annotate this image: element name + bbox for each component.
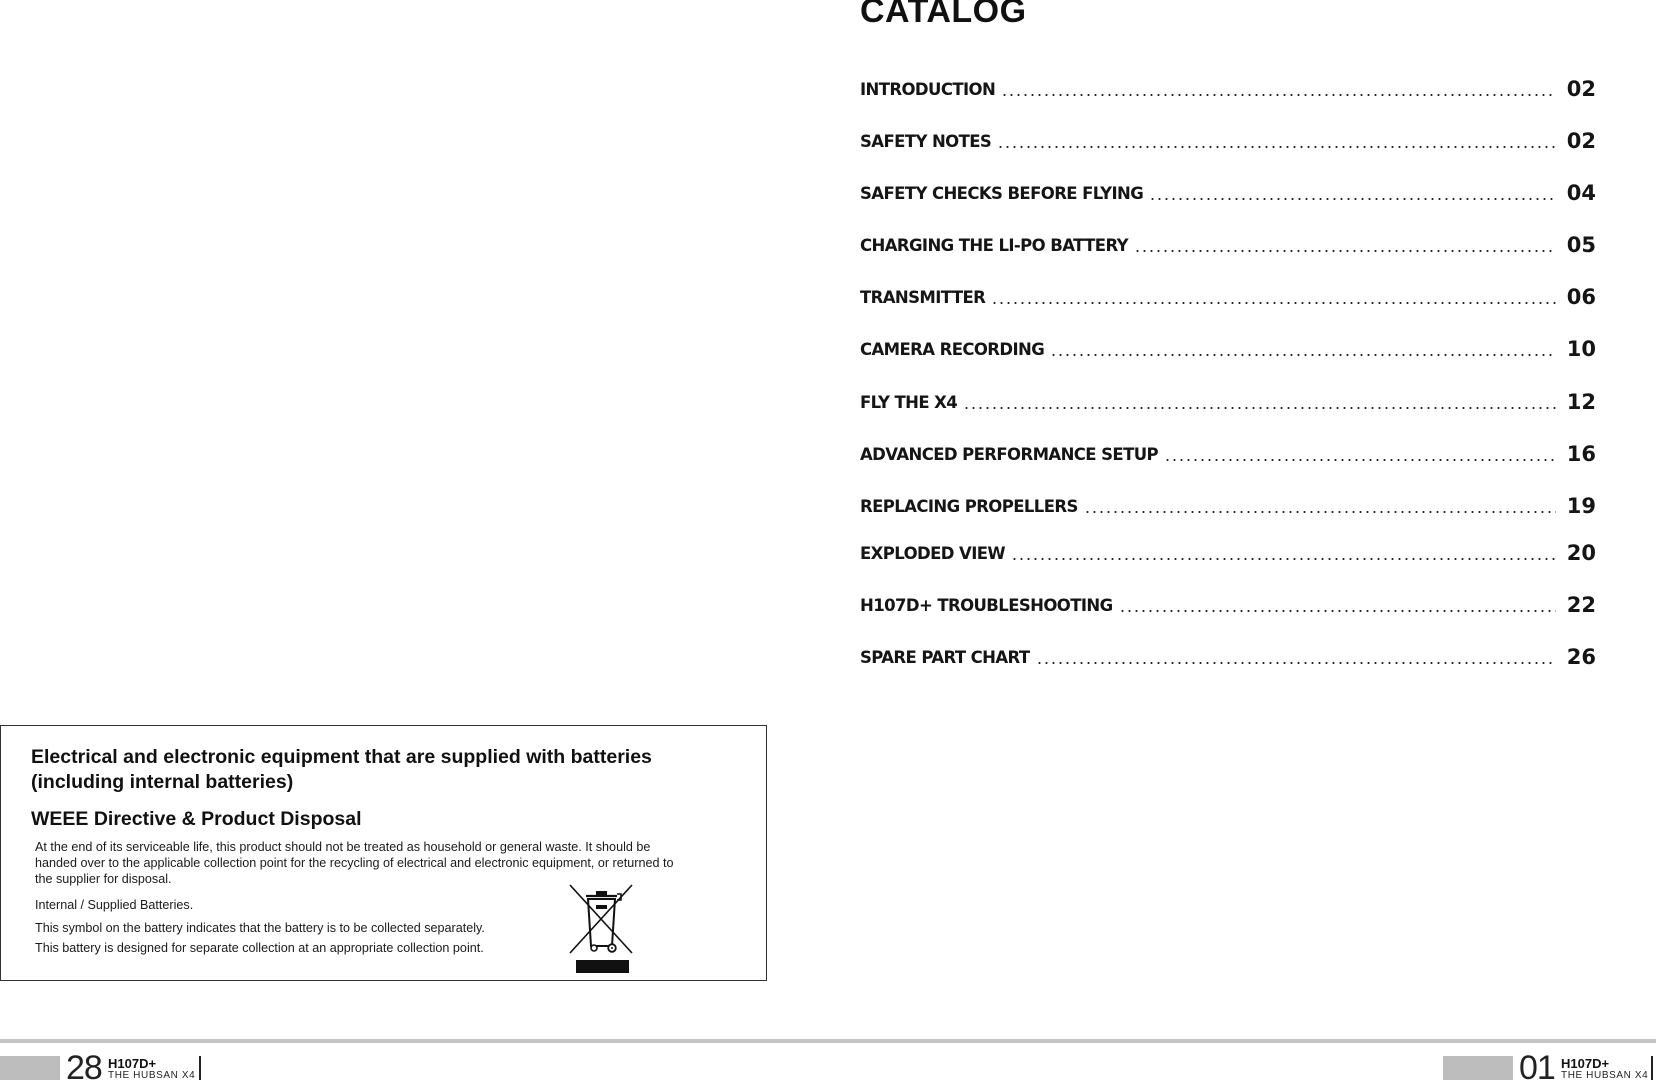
- toc-entry-page: 16: [1566, 442, 1596, 466]
- toc-entry-label: CAMERA RECORDING: [860, 340, 1045, 359]
- footer-bar: [0, 1056, 60, 1080]
- weee-paragraph-batteries: Internal / Supplied Batteries.: [35, 898, 194, 912]
- toc-entry-label: INTRODUCTION: [860, 80, 996, 99]
- crossed-out-wheelie-bin-icon: [567, 878, 637, 974]
- toc-entry-transmitter[interactable]: [860, 278, 1596, 308]
- toc-dot-leader: [1084, 510, 1556, 514]
- footer-subtitle: THE HUBSAN X4: [1561, 1070, 1649, 1081]
- footer-bar: [1443, 1056, 1513, 1080]
- weee-paragraph-disposal: At the end of its serviceable life, this product should not be treated as household or general waste. It should be handed over to the applicable collection point for the recycling of electrical and electronic equipment, or returned to the supplier for disposal.: [35, 840, 674, 886]
- toc-entry-page: 19: [1566, 494, 1596, 518]
- weee-subheading: WEEE Directive & Product Disposal: [31, 808, 362, 830]
- footer-model: H107D+: [108, 1056, 157, 1071]
- toc-entry-label: REPLACING PROPELLERS: [860, 497, 1078, 516]
- toc-entry-troubleshooting[interactable]: [860, 586, 1596, 616]
- footer-subtitle: THE HUBSAN X4: [108, 1070, 196, 1081]
- toc-entry-label: CHARGING THE LI-PO BATTERY: [860, 236, 1128, 255]
- toc-entry-page: 26: [1566, 645, 1596, 669]
- toc-entry-label: H107D+ TROUBLESHOOTING: [860, 596, 1113, 615]
- toc-entry-page: 10: [1566, 337, 1596, 361]
- toc-entry-label: ADVANCED PERFORMANCE SETUP: [860, 445, 1159, 464]
- page-number: 28: [66, 1049, 102, 1087]
- toc-entry-label: TRANSMITTER: [860, 288, 986, 307]
- toc-dot-leader: [1036, 661, 1556, 665]
- toc-dot-leader: [1164, 458, 1556, 462]
- toc-entry-page: 06: [1566, 285, 1596, 309]
- footer-model: H107D+: [1561, 1056, 1610, 1071]
- toc-entry-page: 02: [1566, 129, 1596, 153]
- toc-dot-leader: [1119, 609, 1556, 613]
- weee-notice-box: [0, 725, 767, 981]
- toc-entry-advanced-setup[interactable]: [860, 435, 1596, 465]
- weee-heading: Electrical and electronic equipment that are supplied with batteries (including internal batteries): [31, 746, 652, 793]
- toc-entry-safety-notes[interactable]: [860, 122, 1596, 152]
- toc-dot-leader: [1149, 197, 1556, 201]
- footer-divider: [199, 1056, 201, 1080]
- toc-entry-label: FLY THE X4: [860, 393, 958, 412]
- toc-dot-leader: [997, 145, 1556, 149]
- toc-dot-leader: [1050, 353, 1556, 357]
- toc-entry-safety-checks[interactable]: [860, 174, 1596, 204]
- table-of-contents: [860, 0, 1596, 680]
- toc-entry-exploded-view[interactable]: [860, 534, 1596, 564]
- footer-right: [1443, 1049, 1656, 1087]
- toc-entry-label: SAFETY CHECKS BEFORE FLYING: [860, 184, 1144, 203]
- toc-dot-leader: [1011, 557, 1556, 561]
- toc-entry-page: 12: [1566, 390, 1596, 414]
- toc-entry-label: EXPLODED VIEW: [860, 544, 1006, 563]
- toc-entry-label: SPARE PART CHART: [860, 648, 1030, 667]
- page-number: 01: [1519, 1049, 1555, 1087]
- footer-divider: [1651, 1056, 1653, 1080]
- toc-entry-camera-recording[interactable]: [860, 330, 1596, 360]
- toc-entry-page: 02: [1566, 77, 1596, 101]
- toc-dot-leader: [1134, 249, 1556, 253]
- toc-dot-leader: [963, 406, 1556, 410]
- toc-dot-leader: [1001, 93, 1556, 97]
- weee-paragraph-collection: This battery is designed for separate collection at an appropriate collection point.: [35, 941, 484, 955]
- toc-entry-charging[interactable]: [860, 226, 1596, 256]
- toc-entry-replacing-propellers[interactable]: [860, 487, 1596, 517]
- footer-left: [0, 1049, 210, 1087]
- toc-entry-label: SAFETY NOTES: [860, 132, 992, 151]
- toc-entry-fly-the-x4[interactable]: [860, 383, 1596, 413]
- footer-rule: [0, 1039, 1656, 1043]
- toc-entry-page: 04: [1566, 181, 1596, 205]
- toc-entry-spare-part-chart[interactable]: [860, 638, 1596, 668]
- toc-entry-page: 20: [1566, 541, 1596, 565]
- toc-entry-page: 05: [1566, 233, 1596, 257]
- toc-dot-leader: [991, 301, 1556, 305]
- weee-paragraph-symbol: This symbol on the battery indicates that the battery is to be collected separately.: [35, 921, 485, 935]
- toc-entry-page: 22: [1566, 593, 1596, 617]
- toc-entry-introduction[interactable]: [860, 70, 1596, 100]
- catalog-title: CATALOG: [860, 0, 1027, 30]
